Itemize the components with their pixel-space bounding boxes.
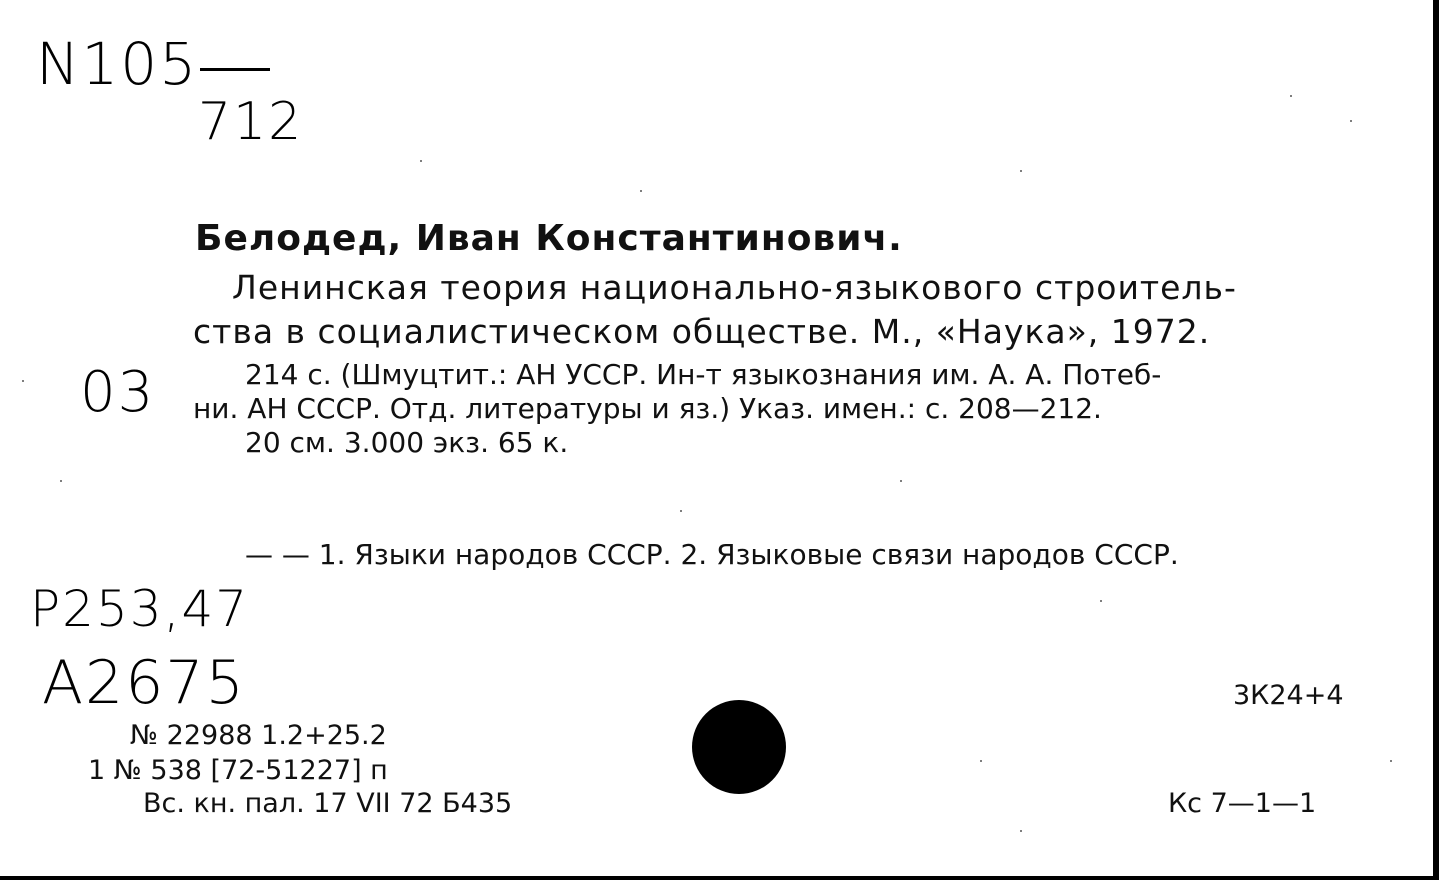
- collation-line-1: 214 с. (Шмуцтит.: АН УССР. Ин-т языкознания им. А. А. Потеб-: [245, 358, 1162, 391]
- scan-edge-right: [1433, 0, 1439, 880]
- print-number: 1 № 538 [72-51227] п: [88, 755, 388, 786]
- card-code: Кс 7—1—1: [1168, 788, 1317, 819]
- class-code-right: 3К24+4: [1233, 680, 1344, 711]
- handwritten-dash: [200, 68, 270, 71]
- author-heading: Белодед, Иван Константинович.: [195, 218, 903, 259]
- handwritten-code: 03: [80, 360, 156, 425]
- subject-headings: — — 1. Языки народов СССР. 2. Языковые связи народов СССР.: [245, 538, 1179, 571]
- call-number-sub: 712: [198, 92, 304, 152]
- title-line-2: ства в социалистическом обществе. М., «Наука», 1972.: [193, 312, 1211, 351]
- call-number-top: N105: [36, 30, 199, 98]
- handwritten-classification: P253,47: [30, 580, 250, 638]
- collation-line-3: 20 см. 3.000 экз. 65 к.: [245, 426, 569, 459]
- scan-edge-bottom: [0, 876, 1439, 880]
- imprint-info: Вс. кн. пал. 17 VII 72 Б435: [143, 788, 513, 819]
- handwritten-author-mark: A2675: [42, 648, 246, 718]
- punch-hole: [692, 700, 786, 794]
- record-number: № 22988 1.2+25.2: [130, 720, 387, 751]
- collation-line-2: ни. АН СССР. Отд. литературы и яз.) Указ. имен.: с. 208—212.: [193, 392, 1102, 425]
- title-line-1: Ленинская теория национально-языкового строитель-: [232, 268, 1237, 307]
